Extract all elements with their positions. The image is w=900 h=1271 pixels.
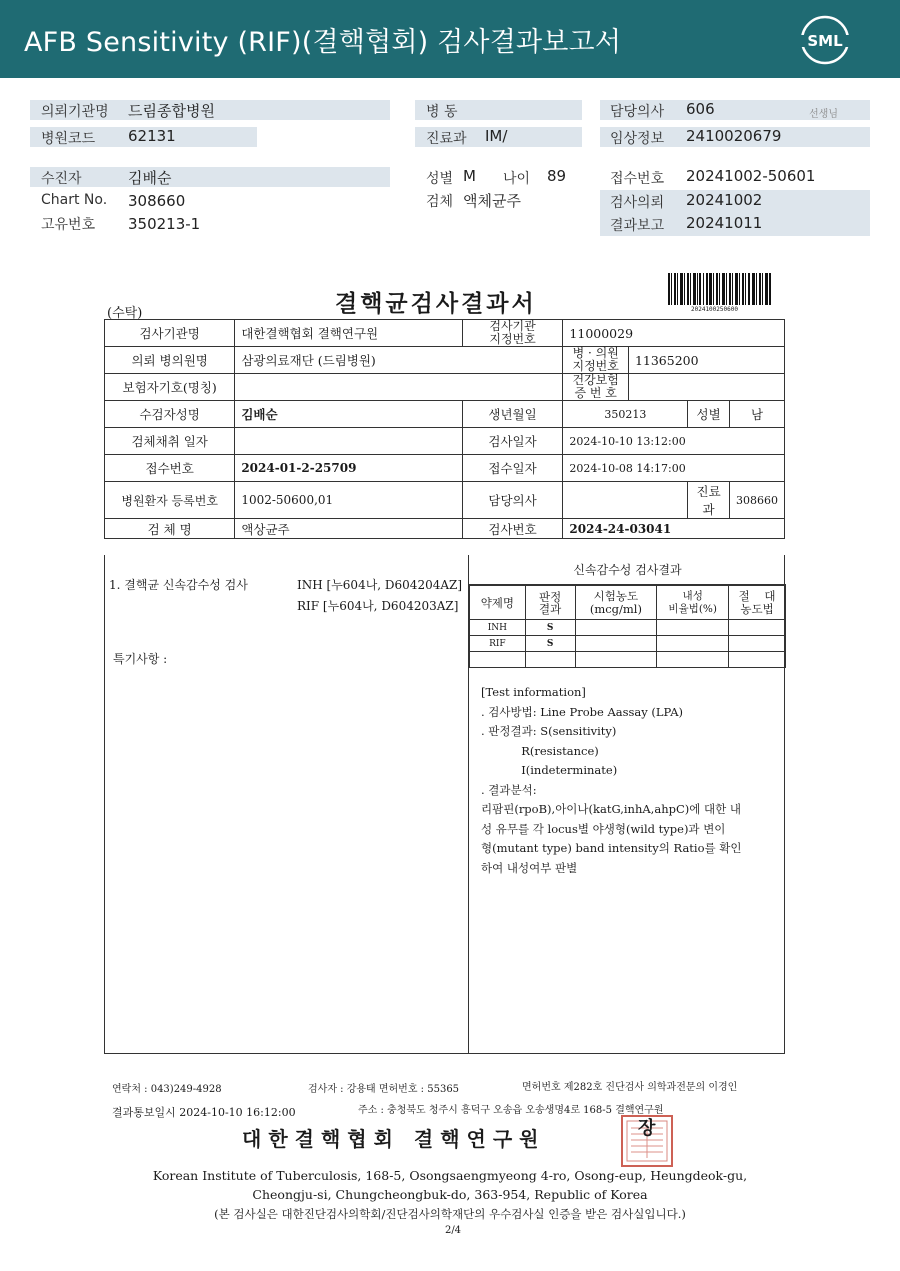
physician-label: 담당의사 bbox=[462, 482, 563, 519]
table-row bbox=[105, 482, 785, 519]
page-number: 2/4 bbox=[444, 1225, 462, 1236]
specimen-value: 액체균주 bbox=[463, 192, 521, 210]
doc-specimen-value: 액상균주 bbox=[235, 519, 462, 539]
test-item-title: 1. 결핵균 신속감수성 검사 bbox=[109, 578, 248, 592]
clinic-designation-value: 11365200 bbox=[628, 347, 784, 374]
col-concentration: 시험농도 (mcg/ml) bbox=[575, 586, 657, 620]
request-label: 검사의뢰 bbox=[610, 195, 665, 211]
req-institution-label: 의뢰 병의원명 bbox=[105, 347, 235, 374]
scanned-document bbox=[0, 255, 900, 1271]
col-ratio: 내성 비율법(%) bbox=[657, 586, 729, 620]
sex-value: M bbox=[463, 167, 476, 185]
lab-designation-value: 11000029 bbox=[563, 320, 785, 347]
result-conc bbox=[575, 652, 657, 668]
chart-label: Chart No. bbox=[41, 192, 108, 208]
doctor-label: 담당의사 bbox=[610, 104, 665, 120]
patient-value: 김배순 bbox=[128, 169, 172, 187]
test-no-label: 검사번호 bbox=[462, 519, 563, 539]
doc-sex-value: 남 bbox=[729, 401, 784, 428]
ward-label: 병 동 bbox=[426, 104, 458, 120]
result-judgement: S bbox=[525, 636, 575, 652]
result-ratio bbox=[657, 620, 729, 636]
hospital-code-label: 병원코드 bbox=[41, 131, 96, 147]
address-text: 주소 : 충청북도 청주시 흥덕구 오송읍 오송생명4로 168-5 결핵연구원 bbox=[358, 1105, 664, 1116]
report-form-table bbox=[104, 319, 785, 539]
receipt-date-value: 2024-10-08 14:17:00 bbox=[563, 455, 785, 482]
test-no-value: 2024-24-03041 bbox=[563, 519, 785, 539]
age-value: 89 bbox=[547, 167, 567, 185]
birth-label: 생년월일 bbox=[462, 401, 563, 428]
lab-name-value: 대한결핵협회 결핵연구원 bbox=[235, 320, 462, 347]
uid-label: 고유번호 bbox=[41, 217, 96, 233]
examinee-label: 수검자성명 bbox=[105, 401, 235, 428]
divider bbox=[469, 667, 786, 668]
specimen-label: 검체 bbox=[426, 194, 454, 210]
test-date-label: 검사일자 bbox=[462, 428, 563, 455]
req-institution-value: 삼광의료재단 (드림병원) bbox=[235, 347, 563, 374]
col-absolute: 절 대 농도법 bbox=[729, 586, 786, 620]
request-value: 20241002 bbox=[686, 191, 763, 209]
doc-specimen-label: 검 체 명 bbox=[105, 519, 235, 539]
table-row bbox=[470, 652, 786, 668]
examinee-value: 김배순 bbox=[235, 401, 462, 428]
doctor-suffix: 선생님 bbox=[809, 109, 838, 120]
official-seal-icon bbox=[620, 1114, 674, 1168]
tester-text: 검사자 : 강용태 면허번호 : 55365 bbox=[308, 1084, 460, 1095]
doc-sex-label: 성별 bbox=[688, 401, 730, 428]
doc-dept-value: 308660 bbox=[729, 482, 784, 519]
document-title: 결핵균검사결과서 bbox=[335, 290, 537, 317]
result-title: 신속감수성 검사결과 bbox=[469, 555, 786, 585]
hospital-code-value: 62131 bbox=[128, 127, 176, 145]
license-text: 면허번호 제282호 진단검사 의학과전문의 이경인 bbox=[522, 1082, 738, 1093]
col-drug: 약제명 bbox=[470, 586, 526, 620]
result-absolute bbox=[729, 652, 786, 668]
report-value: 20241011 bbox=[686, 214, 763, 232]
table-row bbox=[470, 586, 786, 620]
table-row bbox=[105, 320, 785, 347]
clinical-label: 임상정보 bbox=[610, 131, 665, 147]
stamp-char: 장 bbox=[638, 1118, 656, 1139]
result-absolute bbox=[729, 620, 786, 636]
result-drug: INH bbox=[470, 620, 526, 636]
sml-logo-icon bbox=[800, 15, 850, 65]
table-row bbox=[105, 428, 785, 455]
consignment-label: (수탁) bbox=[107, 306, 143, 321]
clinic-designation-label: 병 · 의원 지정번호 bbox=[563, 347, 629, 374]
col-judgement: 판정 결과 bbox=[525, 586, 575, 620]
remarks-label: 특기사항 : bbox=[113, 652, 168, 666]
test-information: [Test information] . 검사방법: Line Probe Aassay (LPA) . 판정결과: S(sensitivity) R(resistance) I(indeterminate) . 결과분석: 리팜핀(rpoB),아이나(katG,inhA,ahpC)에 대한 내 성 유무를 각 locus별 야생형(wild type)과 변이 형(mutant type) band intensity의 Ratio를 확인 하여 내성여부 판별 bbox=[481, 685, 742, 875]
doctor-value: 606 bbox=[686, 100, 715, 118]
insured-value bbox=[235, 374, 563, 401]
logo-text: SML bbox=[807, 32, 843, 50]
report-header bbox=[0, 0, 900, 78]
result-ratio bbox=[657, 652, 729, 668]
english-address-line2: Cheongju-si, Chungcheongbuk-do, 363-954, Republic of Korea bbox=[252, 1187, 648, 1202]
test-items-panel bbox=[105, 555, 469, 1054]
institution-value: 드림종합병원 bbox=[128, 102, 215, 120]
dept-value: IM/ bbox=[485, 127, 508, 145]
info-bar bbox=[30, 167, 390, 187]
table-row bbox=[470, 620, 786, 636]
dept-label: 진료과 bbox=[426, 131, 467, 147]
lab-name-label: 검사기관명 bbox=[105, 320, 235, 347]
result-area bbox=[104, 555, 785, 1054]
clinical-value: 2410020679 bbox=[686, 127, 782, 145]
table-row bbox=[105, 519, 785, 539]
result-ratio bbox=[657, 636, 729, 652]
institution-name: 대한결핵협회 결핵연구원 bbox=[242, 1127, 546, 1151]
patient-reg-value: 1002-50600,01 bbox=[235, 482, 462, 519]
sex-label: 성별 bbox=[426, 171, 454, 187]
result-judgement bbox=[525, 652, 575, 668]
result-judgement: S bbox=[525, 620, 575, 636]
result-drug bbox=[470, 652, 526, 668]
result-table bbox=[469, 585, 786, 668]
english-address-line1: Korean Institute of Tuberculosis, 168-5, Osongsaengmyeong 4-ro, Osong-eup, Heungdeok-gu, bbox=[152, 1168, 748, 1183]
result-drug: RIF bbox=[470, 636, 526, 652]
lab-designation-label: 검사기관 지정번호 bbox=[462, 320, 563, 347]
collection-date-label: 검체채취 일자 bbox=[105, 428, 235, 455]
test-inh: INH [누604나, D604204AZ] bbox=[297, 578, 463, 592]
physician-value bbox=[563, 482, 688, 519]
result-conc bbox=[575, 636, 657, 652]
receipt-no-label: 접수번호 bbox=[105, 455, 235, 482]
patient-label: 수진자 bbox=[41, 171, 82, 187]
health-ins-label: 건강보험 증 번 호 bbox=[563, 374, 629, 401]
insured-label: 보험자기호(명칭) bbox=[105, 374, 235, 401]
receipt-label: 접수번호 bbox=[610, 171, 665, 187]
contact-text: 연락처 : 043)249-4928 bbox=[112, 1084, 222, 1095]
result-absolute bbox=[729, 636, 786, 652]
report-label: 결과보고 bbox=[610, 218, 665, 234]
table-row bbox=[470, 636, 786, 652]
table-row bbox=[105, 347, 785, 374]
result-conc bbox=[575, 620, 657, 636]
doc-dept-label: 진료과 bbox=[688, 482, 730, 519]
certification-line: (본 검사실은 대한진단검사의학회/진단검사의학재단의 우수검사실 인증을 받은 검사실입니다.) bbox=[214, 1207, 686, 1221]
health-ins-value bbox=[628, 374, 784, 401]
patient-reg-label: 병원환자 등록번호 bbox=[105, 482, 235, 519]
barcode-number: 2024100250600 bbox=[691, 306, 738, 313]
table-row bbox=[105, 374, 785, 401]
receipt-no-value: 2024-01-2-25709 bbox=[235, 455, 462, 482]
chart-value: 308660 bbox=[128, 192, 186, 210]
test-rif: RIF [누604나, D604203AZ] bbox=[297, 599, 459, 613]
notice-date-text: 결과통보일시 2024-10-10 16:12:00 bbox=[112, 1106, 296, 1119]
institution-label: 의뢰기관명 bbox=[41, 104, 109, 120]
receipt-date-label: 접수일자 bbox=[462, 455, 563, 482]
table-row bbox=[105, 401, 785, 428]
results-panel bbox=[469, 555, 786, 1054]
receipt-value: 20241002-50601 bbox=[686, 167, 816, 185]
report-title: AFB Sensitivity (RIF)(결핵협회) 검사결과보고서 bbox=[24, 27, 622, 58]
birth-value: 350213 bbox=[563, 401, 688, 428]
test-date-value: 2024-10-10 13:12:00 bbox=[563, 428, 785, 455]
uid-value: 350213-1 bbox=[128, 215, 201, 233]
table-row bbox=[105, 455, 785, 482]
age-label: 나이 bbox=[503, 171, 531, 187]
collection-date-value bbox=[235, 428, 462, 455]
